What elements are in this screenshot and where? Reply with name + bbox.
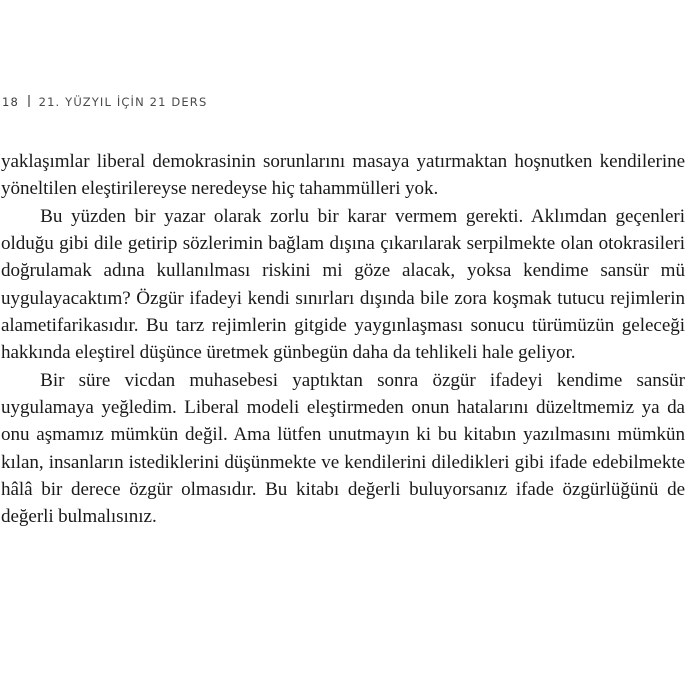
paragraph-1: yaklaşımlar liberal demokrasinin sorunlarını masaya yatırmaktan hoşnutken kendilerine yöneltilen eleştirilereyse neredeyse hiç tahammülleri yok.	[1, 151, 685, 200]
paragraph-2: Bu yüzden bir yazar olarak zorlu bir karar vermem gerekti. Aklımdan geçenleri olduğu gibi dile getirip sözlerimin bağlam dışına çıkarılarak serpilmekte olan otokrasileri doğrulamak adına kullanılması riskini mi göze alacak, yoksa kendime sansür mü uygulayacaktım? Özgür ifadeyi kendi sınırları dışında bile zora koşmak tutucu rejimlerin alametifarikasıdır. Bu tarz rejimlerin gitgide yaygınlaşması sonucu türümüzün geleceği hakkında eleştirel düşünce üretmek günbegün daha da tehlikeli hale geliyor.	[1, 205, 685, 364]
paragraph-3: Bir süre vicdan muhasebesi yaptıktan sonra özgür ifadeyi kendime sansür uygulamaya yeğledim. Liberal modeli eleştirmeden onun hatalarını düzeltmemiz ya da onu aşmamız mümkün değil. Ama lütfen unutmayın ki bu kitabın yazılmasını mümkün kılan, insanların istediklerini düşünmekte ve kendilerini diledikleri gibi ifade edebilmekte hâlâ bir derece özgür olmasıdır. Bu kitabı değerli buluyorsanız ifade özgürlüğünü de değerli bulmalısınız.	[1, 369, 685, 528]
body-text-block	[1, 148, 685, 531]
book-title: 21. YÜZYIL İÇİN 21 DERS	[38, 95, 208, 109]
running-header	[2, 94, 207, 109]
header-divider	[28, 95, 30, 107]
page-number: 18	[2, 95, 19, 109]
